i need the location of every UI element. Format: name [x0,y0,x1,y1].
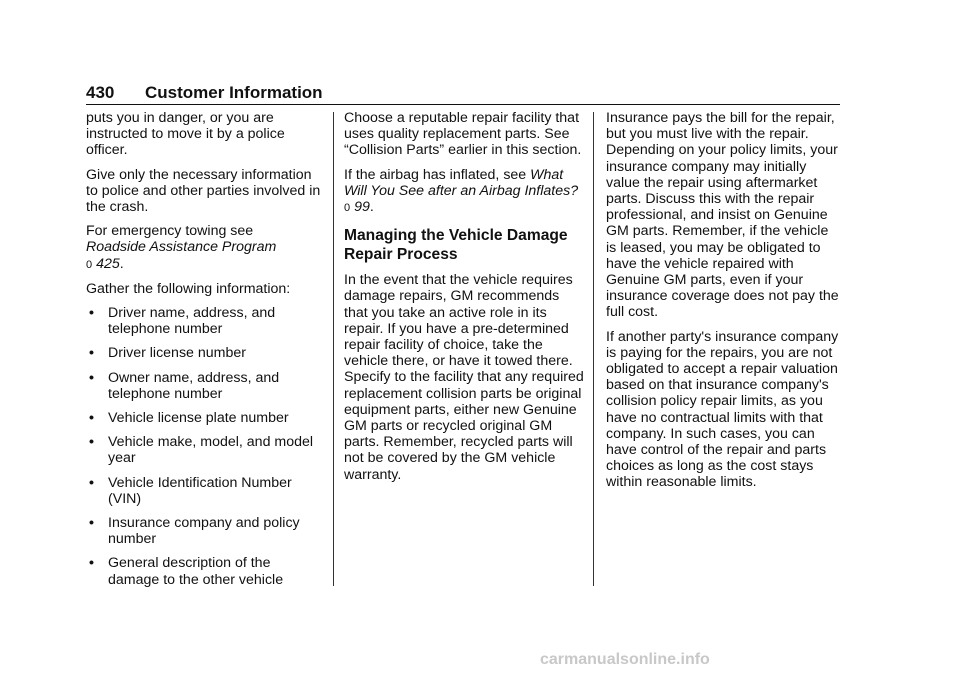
column-divider [593,112,594,586]
paragraph: Choose a reputable repair facility that uses quality replacement parts. See “Collision Parts” earlier in this section. [344,110,582,159]
list-item-text: Vehicle Identification Number (VIN) [108,474,292,507]
roadside-assistance-link[interactable]: Roadside Assistance Program [86,239,277,256]
column-1 [86,110,321,596]
airbag-inflates-link[interactable]: What Will You See after an Airbag Inflates? [344,166,579,199]
list-item [86,555,321,587]
bullet-icon: • [89,555,94,572]
list-item [86,410,321,426]
page-ref-arrow-icon: 0 [86,258,93,271]
bullet-icon: • [89,369,94,386]
paragraph-towing [86,223,321,273]
list-item-text: Driver license number [108,345,246,362]
bullet-icon: • [89,345,94,362]
list-item-text: Owner name, address, and telephone number [108,369,280,402]
section-heading: Managing the Vehicle Damage Repair Process [344,227,568,264]
paragraph: Gather the following information: [86,280,291,297]
paragraph-airbag [344,167,584,217]
list-item [86,370,321,402]
section-title: Customer Information [145,83,323,102]
watermark: carmanualsonline.info [540,651,710,668]
column-divider [333,112,334,586]
paragraph: In the event that the vehicle requires damage repairs, GM recommends that you take an active role in its repair. If you have a pre-determined repair facility of choice, take the vehicle there, or have it towed there. Specify to the facility that any required replacement collision parts be original equipment parts, either new Genuine GM parts or recycled original GM parts. Remember, recycled parts will not be covered by the GM vehicle warranty. [344,272,584,483]
bullet-icon: • [89,410,94,427]
bullet-icon: • [89,474,94,491]
information-list [86,305,321,588]
paragraph: puts you in danger, or you are instructed to move it by a police officer. [86,110,285,159]
column-2 [344,110,584,491]
text: If the airbag has inflated, see [344,166,531,183]
list-item [86,345,321,361]
text: For emergency towing see [86,223,254,240]
page-header [86,82,840,104]
header-rule [86,104,840,105]
bullet-icon: • [89,434,94,451]
column-3 [606,110,842,499]
paragraph: If another party's insurance company is paying for the repairs, you are not obligated to accept a repair valuation based on that insurance company's collision policy repair limits, as you have no contractual limits with that company. In such cases, you can have control of the repair and parts choices as long as the cost stays within reasonable limits. [606,328,839,491]
bullet-icon: • [89,305,94,322]
list-item-text: Driver name, address, and telephone number [108,305,276,338]
paragraph: Give only the necessary information to police and other parties involved in the crash. [86,166,321,216]
page-number: 430 [86,83,115,102]
page-ref-arrow-icon: 0 [344,202,351,215]
list-item-text: General description of the damage to the other vehicle [108,555,284,588]
text: . [119,255,124,272]
list-item [86,515,321,547]
list-item [86,475,321,507]
list-item [86,434,321,466]
page-ref-link[interactable]: 425 [96,255,120,272]
list-item-text: Vehicle license plate number [108,410,289,427]
paragraph: Insurance pays the bill for the repair, but you must live with the repair. Depending on your policy limits, your insurance company may initially value the repair using aftermarket parts. Discuss this with the repair professional, and insist on Genuine GM parts. Remember, if the vehicle is leased, you may be obligated to have the vehicle repaired with Genuine GM parts, even if your insurance coverage does not pay the full cost. [606,110,839,321]
list-item-text: Insurance company and policy number [108,515,300,548]
page-ref-link[interactable]: 99 [354,199,370,216]
text: . [369,199,374,216]
bullet-icon: • [89,515,94,532]
list-item [86,305,321,337]
list-item-text: Vehicle make, model, and model year [108,434,314,467]
